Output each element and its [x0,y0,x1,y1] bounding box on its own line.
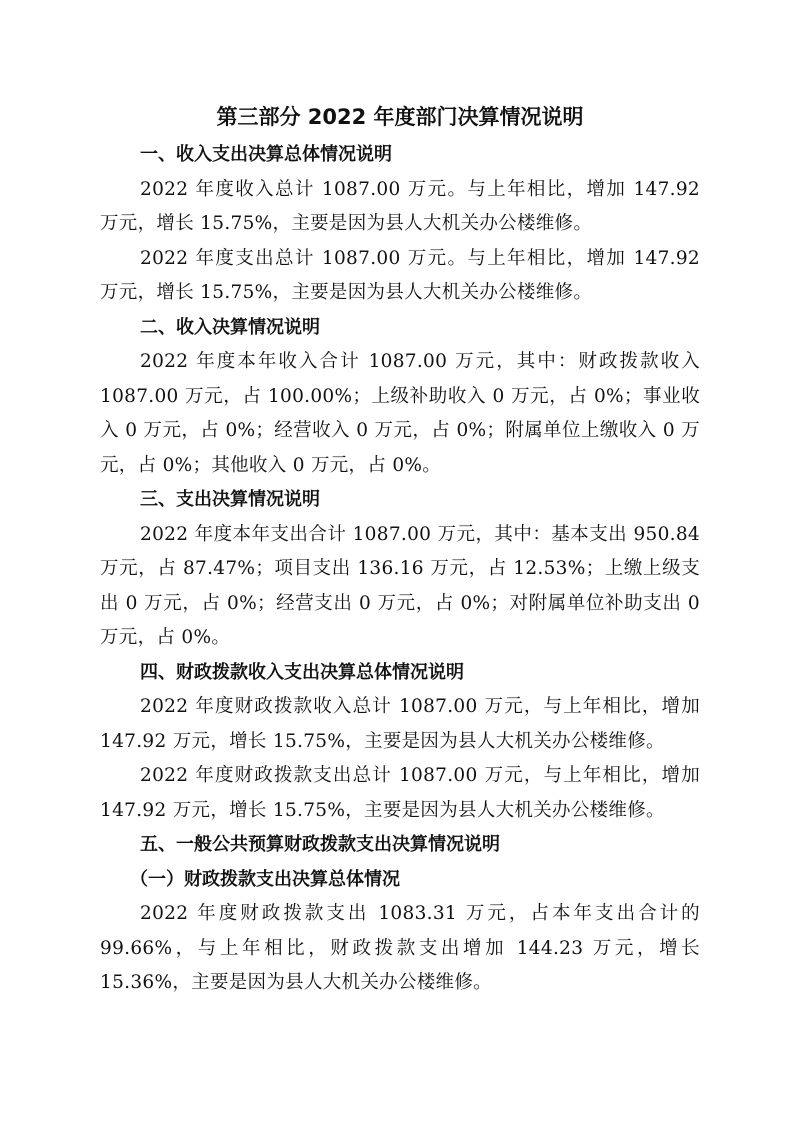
paragraph: 2022 年度财政拨款支出总计 1087.00 万元，与上年相比，增加 147.92 万元，增长 15.75%，主要是因为县人大机关办公楼维修。 [100,765,700,821]
section-fiscal-appropriation [100,656,700,829]
section-heading: 四、财政拨款收入支出决算总体情况说明 [140,661,464,683]
paragraph: 2022 年度本年收入合计 1087.00 万元，其中：财政拨款收入 1087.00 万元，占 100.00%；上级补助收入 0 万元，占 0%；事业收入 0 万元，占 0%；经营收入 0 万元，占 0%；附属单位上缴收入 0 万元，占 0%；其他收入 0 万元，占 0%。 [100,351,700,476]
paragraph: 2022 年度财政拨款支出 1083.31 万元，占本年支出合计的 99.66%，与上年相比，财政拨款支出增加 144.23 万元，增长 15.36%，主要是因为县人大机关办公楼维修。 [100,903,700,993]
paragraph: 2022 年度收入总计 1087.00 万元。与上年相比，增加 147.92 万元，增长 15.75%，主要是因为县人大机关办公楼维修。 [100,178,700,234]
page-title: 第三部分 2022 年度部门决算情况说明 [216,105,584,129]
paragraph: 2022 年度本年支出合计 1087.00 万元，其中：基本支出 950.84 万元，占 87.47%；项目支出 136.16 万元，占 12.53%；上缴上级支出 0 万元，占 0%；经营支出 0 万元，占 0%；对附属单位补助支出 0 万元，占 0%。 [100,523,700,648]
paragraph: 2022 年度支出总计 1087.00 万元。与上年相比，增加 147.92 万元，增长 15.75%，主要是因为县人大机关办公楼维修。 [100,247,700,303]
subsection-heading: （一）财政拨款支出决算总体情况 [130,868,400,890]
section-income-expenditure-overview [100,138,700,311]
section-expenditure [100,483,700,656]
section-heading: 一、收入支出决算总体情况说明 [140,144,392,165]
document-page [100,100,700,1001]
section-heading: 二、收入决算情况说明 [140,316,320,338]
section-heading: 五、一般公共预算财政拨款支出决算情况说明 [140,834,500,855]
paragraph: 2022 年度财政拨款收入总计 1087.00 万元，与上年相比，增加 147.92 万元，增长 15.75%，主要是因为县人大机关办公楼维修。 [100,696,700,752]
section-general-public-budget [100,828,700,1001]
section-income [100,311,700,484]
section-heading: 三、支出决算情况说明 [140,489,320,510]
